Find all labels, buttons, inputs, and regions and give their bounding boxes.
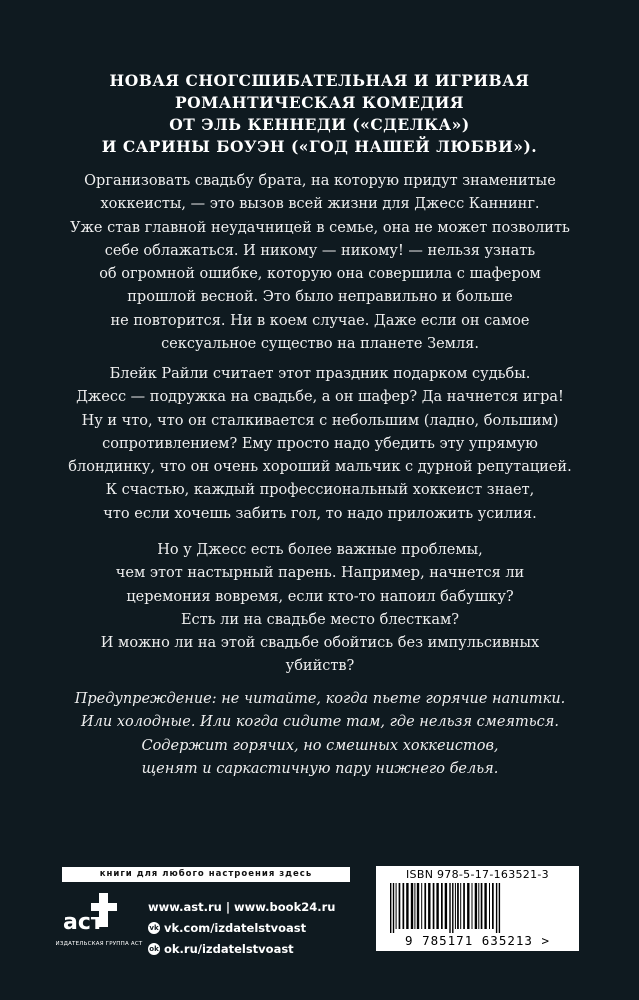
ok-link[interactable] [148, 938, 335, 959]
text-line: блондинку, что он очень хороший мальчик с дурной репутацией. [68, 459, 572, 476]
barcode-bar [390, 883, 391, 933]
text-line: Ну и что, что он сталкивается с небольшим (ладно, большим) [81, 412, 559, 429]
text-line: Организовать свадьбу брата, на которую придут знаменитые [84, 173, 556, 189]
headline-line: РОМАНТИЧЕСКАЯ КОМЕДИЯ [174, 93, 465, 112]
vk-icon: vk [149, 923, 159, 932]
barcode-bar [441, 883, 443, 929]
barcode-bar [455, 883, 456, 929]
isbn-label: ISBN 978-5-17-163521-3 [406, 868, 549, 881]
barcode-block [376, 866, 579, 951]
publisher-caption: ИЗДАТЕЛЬСКАЯ ГРУППА АСТ [55, 941, 143, 947]
text-line: Уже став главной неудачницей в семье, она не может позволить [70, 219, 570, 236]
synopsis-paragraph-1 [40, 170, 600, 356]
text-line: Содержит горячих, но смешных хоккеистов, [141, 737, 499, 754]
headline-line: НОВАЯ СНОГСШИБАТЕЛЬНАЯ И ИГРИВАЯ [109, 71, 530, 90]
website-links-text[interactable]: www.ast.ru | www.book24.ru [148, 899, 336, 914]
barcode-bar [399, 883, 401, 929]
barcode-bar [484, 883, 486, 929]
text-line: Есть ли на свадьбе место блесткам? [180, 611, 460, 628]
text-line: К счастью, каждый профессиональный хоккеист знает, [105, 482, 535, 499]
barcode-bar [449, 883, 450, 933]
ok-link-text[interactable]: ok.ru/izdatelstvoast [164, 941, 294, 956]
text-line: что если хочешь забить гол, то надо приложить усилия. [103, 505, 537, 522]
barcode-bar [396, 883, 397, 929]
text-line: Но у Джесс есть более важные проблемы, [157, 542, 483, 558]
warning-paragraph [40, 688, 600, 781]
barcode-bar [492, 883, 494, 929]
barcode-bar [460, 883, 461, 929]
publisher-links [148, 896, 335, 959]
text-line: Блейк Райли считает этот праздник подарком судьбы. [109, 366, 531, 382]
text-line: Джесс — подружка на свадьбе, а он шафер? Да начнется игра! [76, 389, 564, 406]
barcode-bar [406, 883, 408, 929]
barcode-digits: 9 785171 635213 > [405, 933, 550, 948]
text-line: Или холодные. Или когда сидите там, где нельзя смеяться. [81, 714, 559, 731]
ok-icon: ok [149, 944, 159, 953]
barcode-bar [433, 883, 435, 929]
barcode-bar [457, 883, 459, 929]
text-line: не повторится. Ни в коем случае. Даже если он самое [110, 312, 530, 329]
barcode-bar [489, 883, 490, 929]
text-line: об огромной ошибке, которую она совершила с шафером [99, 266, 541, 283]
text-line: церемония вовремя, если кто-то напоил бабушку? [126, 588, 514, 605]
synopsis-paragraph-2 [40, 363, 600, 526]
barcode-bar [475, 883, 477, 929]
text-line: Предупреждение: не читайте, когда пьете горячие напитки. [74, 691, 566, 707]
text-line: чем этот настырный парень. Например, начнется ли [115, 565, 525, 582]
text-line: хоккеисты, — это вызов всей жизни для Джесс Каннинг. [100, 196, 540, 213]
synopsis-paragraph-3 [40, 539, 600, 679]
barcode-bar [417, 883, 419, 929]
barcode-bar [499, 883, 500, 933]
barcode-bar [472, 883, 473, 929]
vk-link-text[interactable]: vk.com/izdatelstvoast [164, 920, 307, 935]
barcode-bar [393, 883, 394, 933]
logo-wordmark: аст [63, 910, 104, 935]
barcode-bar [445, 883, 447, 929]
barcode-bar [424, 883, 426, 929]
headline [0, 70, 639, 158]
barcode-bar [478, 883, 479, 929]
text-line: сексуальное существо на планете Земля. [161, 336, 479, 353]
barcode-bar [414, 883, 415, 929]
headline-line: ОТ ЭЛЬ КЕННЕДИ («СДЕЛКА») [169, 115, 470, 134]
text-line: убийств? [285, 658, 355, 675]
text-line: прошлой весной. Это было неправильно и больше [127, 289, 513, 306]
barcode-bar [463, 883, 465, 929]
barcode-bar [481, 883, 483, 929]
barcode-bar [496, 883, 497, 933]
website-links[interactable] [148, 896, 335, 917]
barcode-bar [428, 883, 430, 929]
barcode-bar [467, 883, 469, 929]
barcode-bar [421, 883, 422, 929]
barcode-bar [411, 883, 413, 929]
vk-link[interactable] [148, 917, 335, 938]
barcode-bar [403, 883, 405, 929]
text-line: И можно ли на этой свадьбе обойтись без импульсивных [100, 635, 540, 652]
headline-line: И САРИНЫ БОУЭН («ГОД НАШЕЙ ЛЮБВИ»). [101, 137, 538, 156]
text-line: щенят и саркастичную пару нижнего белья. [141, 760, 499, 777]
barcode-bars [390, 883, 565, 933]
barcode-bar [452, 883, 453, 933]
text-line: себе облажаться. И никому — никому! — нельзя узнать [104, 242, 536, 259]
slogan-banner: книги для любого настроения здесь [62, 867, 350, 882]
barcode-bar [436, 883, 438, 929]
text-line: сопротивлением? Ему просто надо убедить эту упрямую [102, 435, 538, 452]
